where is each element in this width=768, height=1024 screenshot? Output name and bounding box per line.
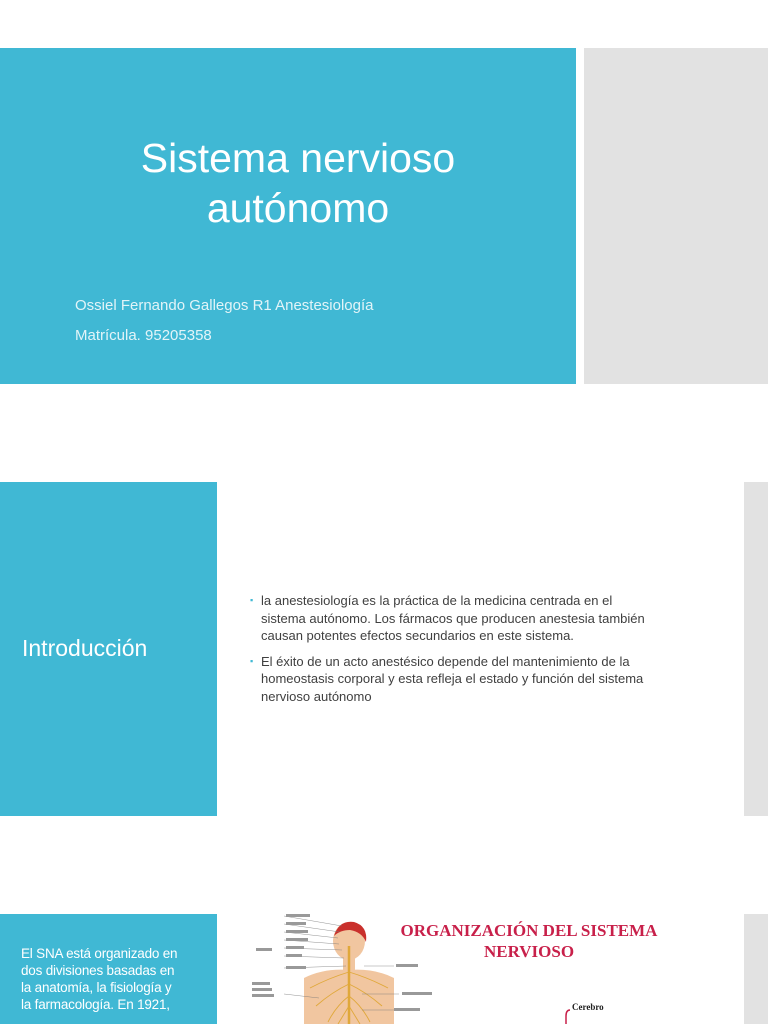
sna-text-line: la anatomía, la fisiología y (21, 980, 172, 995)
bullet-line: El éxito de un acto anestésico depende del mantenimiento de la (261, 653, 630, 669)
sna-slide-side-panel (744, 914, 768, 1024)
bullet-icon: ▪ (250, 655, 254, 666)
bullet-line: la anestesiología es la práctica de la medicina centrada en el (261, 593, 613, 608)
bullet-list (250, 592, 715, 713)
figure-title-line-2: NERVIOSO (483, 942, 575, 961)
sna-text-line: dos divisiones basadas en (21, 963, 175, 978)
title-slide-side-panel (584, 48, 768, 384)
sna-text-line: la farmacología. En 1921, (21, 997, 170, 1012)
bullet-icon: ▪ (250, 595, 254, 605)
author-name: Ossiel Fernando Gallegos R1 Anestesiología (75, 297, 374, 314)
bullet-line: homeostasis corporal y esta refleja el estado y función del sistema (261, 671, 644, 686)
student-id: Matrícula. 95205358 (75, 327, 212, 344)
sna-text-line: El SNA está organizado en (21, 946, 178, 961)
nervous-system-figure (244, 906, 714, 1024)
bullet-line: causan potentes efectos secundarios en este sistema. (261, 628, 574, 643)
slide-title-line-1: Sistema nervioso (140, 135, 456, 181)
bullet-line: sistema autónomo. Los fármacos que producen anestesia también (261, 610, 645, 626)
bullet-item (250, 653, 715, 706)
bullet-line: nervioso autónomo (261, 688, 372, 704)
bullet-item (250, 592, 715, 645)
intro-slide-side-panel (744, 482, 768, 816)
slide-title (0, 133, 596, 233)
figure-title-line-1: ORGANIZACIÓN DEL SISTEMA (400, 921, 658, 940)
sna-description (21, 945, 199, 1013)
chart-connector (566, 1010, 570, 1024)
slide-title-line-2: autónomo (206, 185, 390, 231)
figure-label-cerebro: Cerebro (572, 1002, 604, 1012)
figure-title (364, 920, 694, 962)
section-heading: Introducción (22, 635, 148, 661)
